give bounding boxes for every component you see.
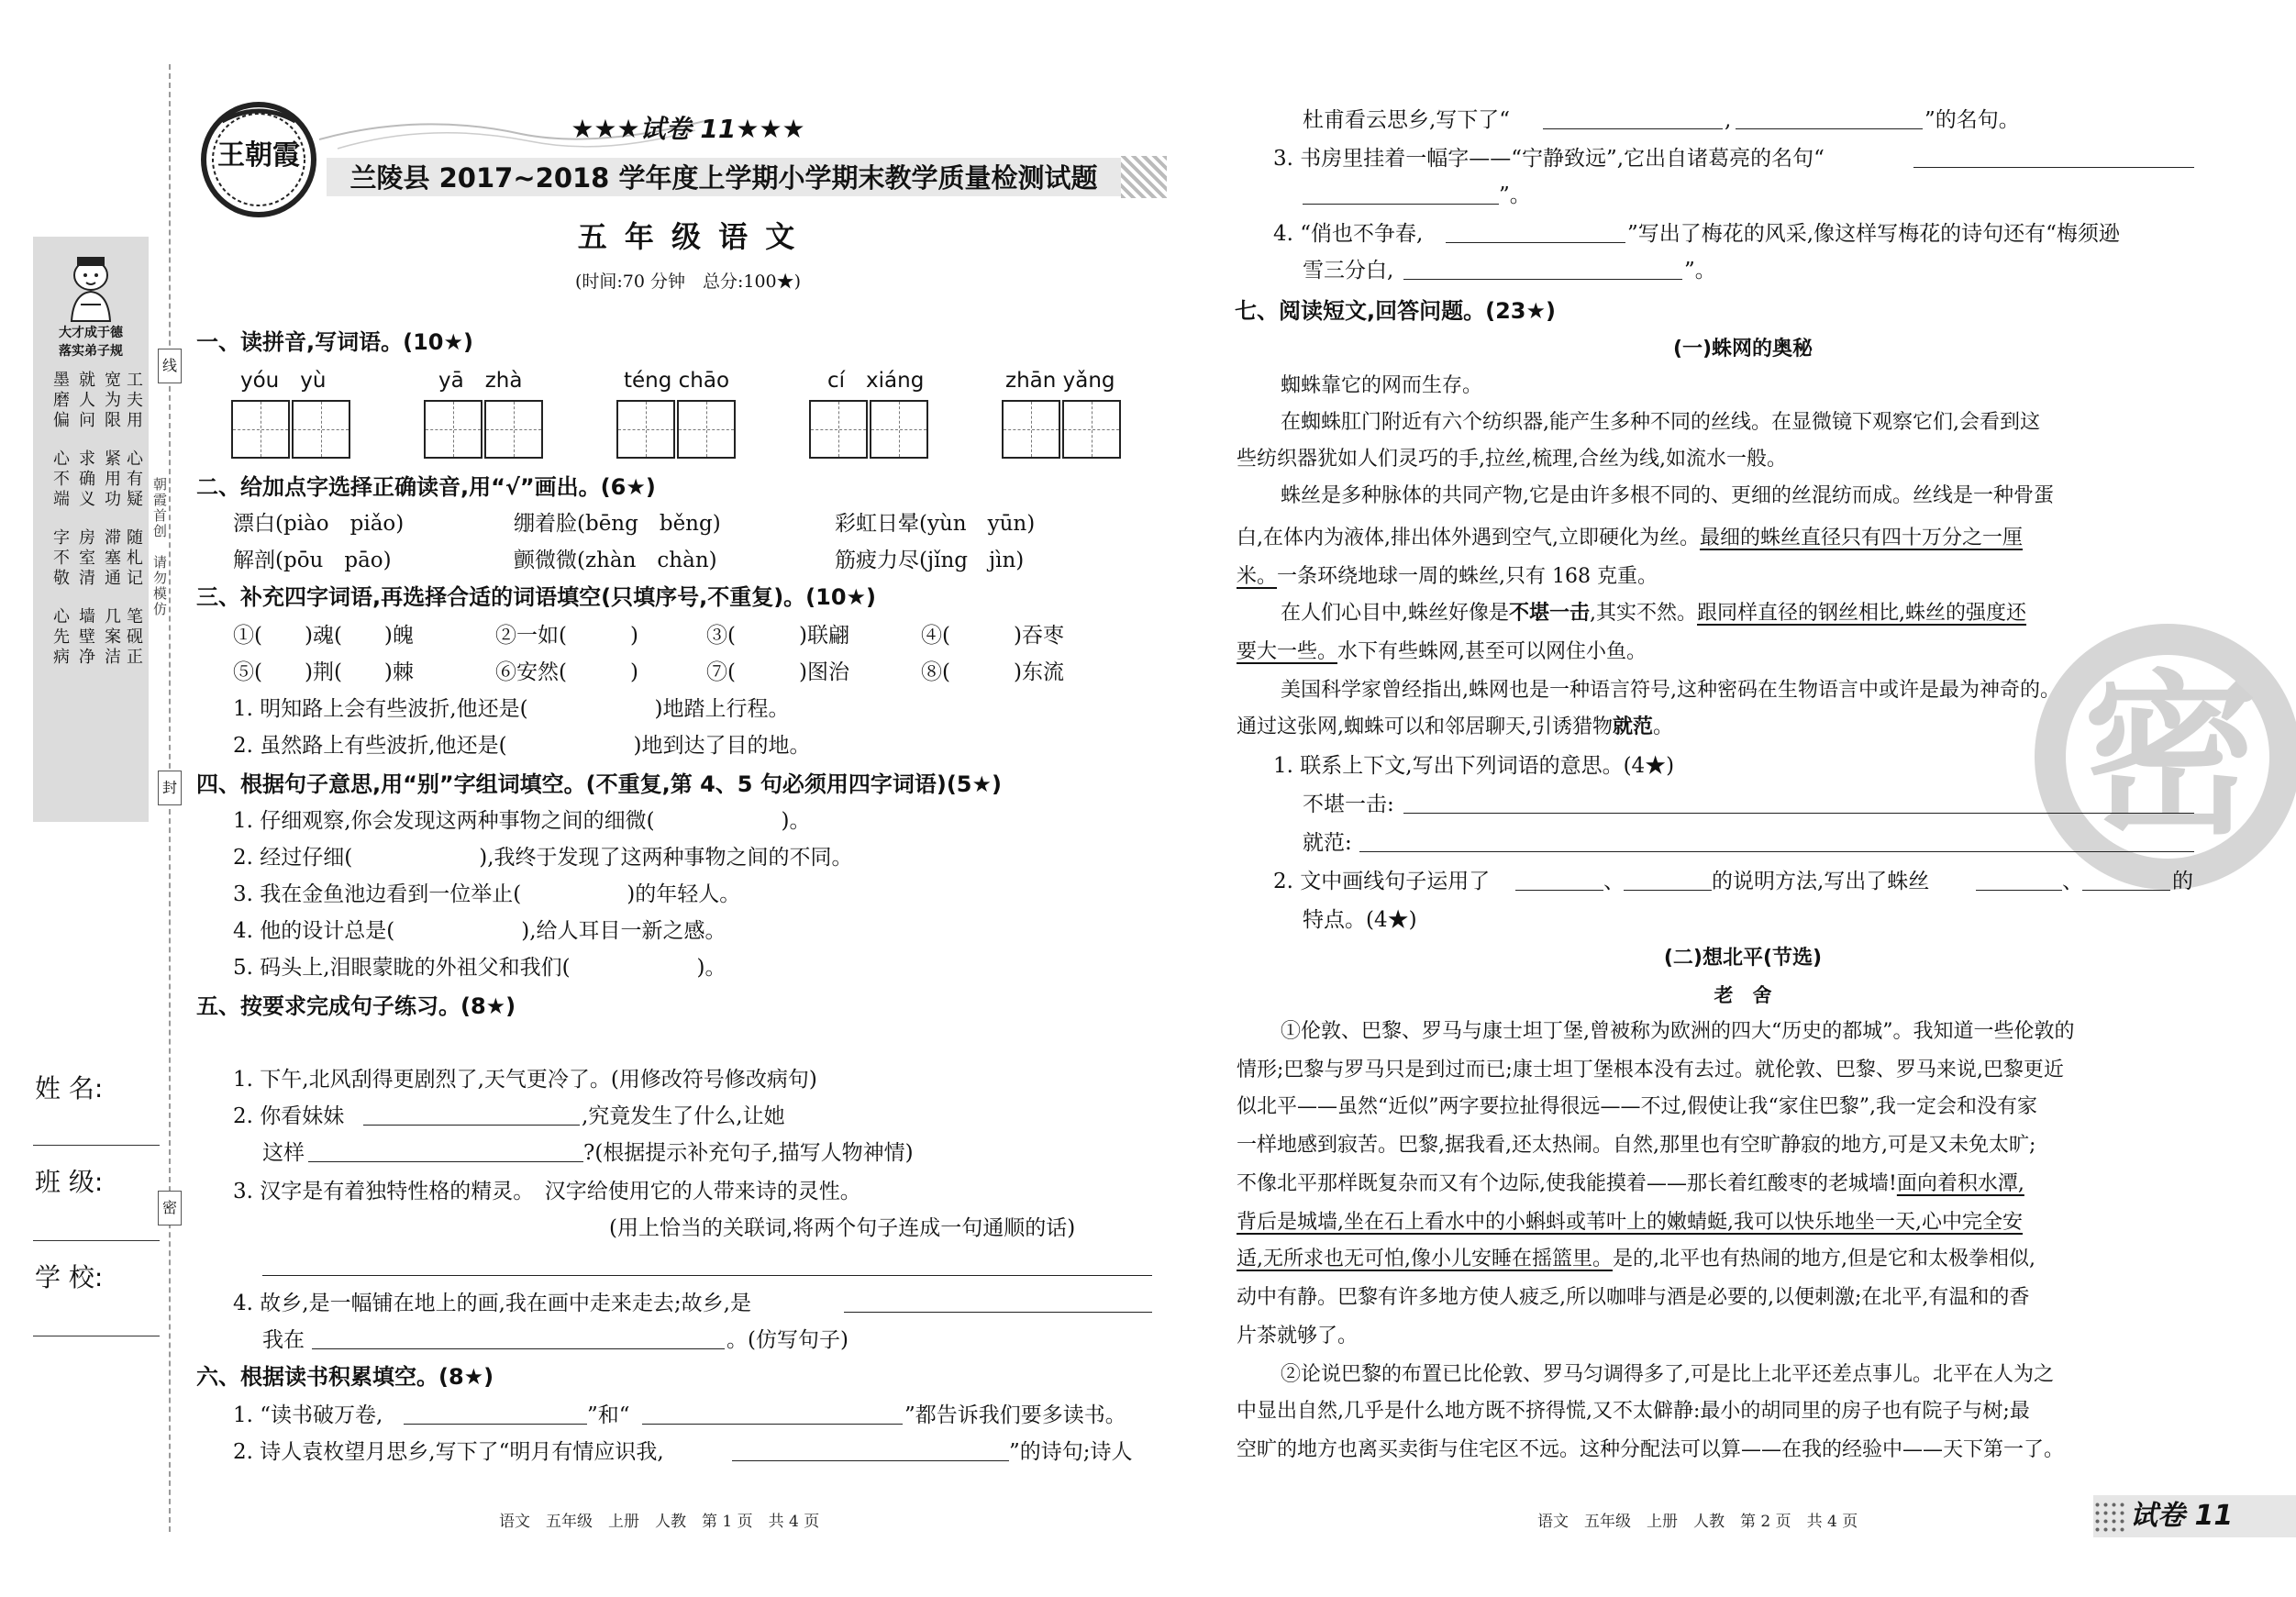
secret-stamp-text: 密 [2082,655,2257,858]
q6-item-1c: ”都告诉我们要多读书。 [904,1403,1126,1427]
passage-2-title: (二)想北平(节选) [1663,947,1823,970]
passage-1-para [1237,523,2023,554]
q6-item-4d: ”。 [1684,259,1716,283]
writing-box[interactable] [1002,400,1060,459]
q3-idiom[interactable]: ⑤( )荆( )棘 [233,660,414,684]
writing-box[interactable] [1062,400,1121,459]
writing-box[interactable] [484,400,543,459]
q4-item[interactable]: 1. 仔细观察,你会发现这两种事物之间的细微( )。 [233,809,811,833]
q5-item-4c: 。(仿写句子) [727,1328,849,1352]
answer-line[interactable] [1543,128,1723,129]
q7-question-2a: 2. 文中画线句子运用了 [1273,870,1491,893]
motto-col-d [127,371,147,668]
motto-cell: 工夫用 [127,371,143,430]
passage-2-line: 中显出自然,几乎是什么地方既不挤得慌,又不太僻静:最小的胡同里的房子也有院子与树;最 [1237,1400,2030,1423]
class-field[interactable] [33,1240,160,1241]
answer-line[interactable] [1403,813,2194,814]
motto-col-c [105,371,125,668]
answer-line[interactable] [1403,279,1682,280]
motto-cell: 求确义 [79,449,95,509]
passage-1-text: 水下有些蛛网,甚至可以网住小鱼。 [1337,640,1647,663]
q3-sentence-2[interactable]: 2. 虽然路上有些波折,他还是( )地到达了目的地。 [233,734,811,758]
time-info: (时间:70 分钟 总分:100★) [574,272,802,292]
q6-item-2c: 杜甫看云思乡,写下了“ [1303,108,1511,132]
passage-2-author: 老 舍 [1714,984,1772,1006]
q2-option[interactable]: 绷着脸(bēng běng) [514,512,721,536]
exam-title: 兰陵县 2017~2018 学年度上学期小学期末教学质量检测试题 [349,162,1098,194]
answer-line[interactable] [404,1424,587,1425]
motto-text-block [53,371,141,811]
passage-2-line: 一样地感到寂苦。巴黎,据我看,还太热闹。自然,那里也有空旷静寂的地方,可是又未免太旷; [1237,1134,2036,1157]
passage-1-line: 美国科学家曾经指出,蛛网也是一种语言符号,这种密码在生物语言中或许是最为神奇的。 [1281,679,2060,702]
q3-sentence-1[interactable]: 1. 明知路上会有些波折,他还是( )地踏上行程。 [233,697,790,721]
answer-line[interactable] [2082,890,2170,891]
q7-heading: 七、阅读短文,回答问题。(23★) [1235,298,1556,324]
passage-1-line: 蛛丝是多种脉体的共同产物,它是由许多根不同的、更细的丝混纺而成。丝线是一种骨蛋 [1281,484,2054,507]
q1-heading: 一、读拼音,写词语。(10★) [196,329,473,355]
q7-question-2c: 的说明方法,写出了蛛丝 [1712,870,1930,893]
underlined-sentence: 背后是城墙,坐在石上看水中的小蝌蚪或苇叶上的嫩蜻蜓,我可以快乐地坐一天,心中完全安 [1237,1211,2023,1234]
q5-item-3b: (用上恰当的关联词,将两个句子连成一句通顺的话) [609,1216,1076,1240]
motto-cell: 几案洁 [105,607,121,667]
underlined-sentence: 面向着积水潭, [1896,1172,2024,1195]
passage-2-line: 片茶就够了。 [1237,1325,1359,1347]
motto-cell: 房室清 [79,528,95,588]
corner-paper-label: 试卷 11 [2130,1500,2234,1532]
underlined-sentence: 适,无所求也无可怕,像小儿安睡在摇篮里。 [1237,1248,1613,1270]
writing-box[interactable] [677,400,736,459]
motto-cell: 紧用功 [105,449,121,509]
q6-item-3b: ”。 [1499,183,1531,207]
answer-line[interactable] [262,1275,1152,1276]
q7-question-2f: 特点。(4★) [1303,908,1417,932]
binding-mark-line: 线 [158,349,182,383]
q6-item-4c: 雪三分白, [1303,259,1394,283]
motto-title-1: 大才成于德 [59,326,123,340]
writing-box[interactable] [231,400,290,459]
q7-question-1: 1. 联系上下文,写出下列词语的意思。(4★) [1273,754,1675,778]
subject-title: 五 年 级 语 文 [577,219,799,254]
q6-item-4a: 4. “俏也不争春, [1273,222,1424,246]
motto-cell: 心不端 [53,449,70,509]
passage-2-para [1237,1244,2035,1275]
q4-heading: 四、根据句子意思,用“别”字组词填空。(不重复,第 4、5 句必须用四字词语)(5★) [196,771,1002,797]
name-label: 姓 名: [35,1073,104,1103]
motto-cell: 就人问 [79,371,95,430]
underlined-sentence: 要大一些。 [1237,640,1338,663]
class-label: 班 级: [35,1167,104,1197]
q2-option[interactable]: 颤微微(zhàn chàn) [514,549,717,572]
q5-heading: 五、按要求完成句子练习。(8★) [196,993,516,1019]
q3-idiom[interactable]: ⑧( )东流 [921,660,1064,684]
q2-option[interactable]: 解剖(pōu pāo) [233,549,392,572]
pinyin-2: yā zhà [438,369,523,393]
answer-line[interactable] [1515,890,1603,891]
answer-line[interactable] [1446,242,1625,243]
q5-item-2d: ?(根据提示补充句子,描写人物神情) [583,1141,914,1165]
passage-1-text: 一条环绕地球一周的蛛丝,只有 168 克重。 [1277,565,1658,588]
motto-cell: 笔砚正 [127,607,143,667]
passage-1-text: 通过这张网,蜘蛛可以和邻居聊天,引诱猎物 [1237,715,1613,738]
pinyin-5: zhān yǎng [1005,369,1115,393]
passage-1-text: 白,在体内为液体,排出体外遇到空气,立即硬化为丝。 [1237,527,1700,549]
pinyin-4: cí xiáng [827,369,925,393]
dotted-term: 不堪一击 [1509,602,1591,625]
name-field[interactable] [33,1145,160,1146]
q6-item-2e: ”的名句。 [1924,108,2020,132]
answer-line[interactable] [1303,204,1499,205]
passage-1-text: 在人们心目中,蛛丝好像是 [1281,602,1509,625]
q7-term-1: 不堪一击: [1303,793,1394,816]
passage-1-para [1237,712,1673,743]
motto-cell: 字不敬 [53,528,70,588]
writing-box[interactable] [292,400,350,459]
q2-option[interactable]: 筋疲力尽(jǐng jìn) [835,549,1025,572]
answer-line[interactable] [1913,167,2194,168]
passage-2-text: 不像北平那样既复杂而又有个边际,使我能摸着——那长着红酸枣的老城墙! [1237,1172,1897,1195]
motto-cell: 墨磨偏 [53,371,70,430]
answer-line[interactable] [642,1424,903,1425]
copyright-vertical-note: 朝霞首创 请勿模仿 [151,477,168,617]
q7-question-2d: 、 [2062,870,2083,893]
passage-2-text: 是的,北平也有热闹的地方,但是它和太极拳相似, [1613,1248,2035,1270]
motto-cell: 宽为限 [105,371,121,430]
q3-idiom[interactable]: ③( )联翩 [706,624,849,648]
pinyin-1: yóu yù [240,369,327,393]
q2-heading: 二、给加点字选择正确读音,用“√”画出。(6★) [196,474,656,500]
q6-item-3a: 3. 书房里挂着一幅字——“宁静致远”,它出自诸葛亮的名句“ [1273,147,1825,171]
q3-idiom[interactable]: ⑥安然( ) [495,660,638,684]
paper-label: ★★★试卷 11★★★ [571,114,805,144]
writing-box[interactable] [870,400,928,459]
passage-1-text: ,其实不然。 [1590,602,1698,625]
answer-line[interactable] [732,1460,1009,1461]
answer-line[interactable] [1359,851,2194,852]
motto-title-2: 落实弟子规 [59,344,123,359]
q5-item-4a: 4. 故乡,是一幅铺在地上的画,我在画中走来走去;故乡,是 [233,1292,751,1315]
passage-1-para [1237,637,1647,668]
passage-2-para [1237,1169,2024,1200]
q5-item-2c: 这样 [262,1141,305,1165]
q7-question-2e: 的 [2172,870,2193,893]
q4-item[interactable]: 2. 经过仔细( ),我终于发现了这两种事物之间的不同。 [233,846,853,870]
scholar-figure-icon [61,250,121,323]
q6-item-4b: ”写出了梅花的风采,像这样写梅花的诗句还有“梅须逊 [1627,222,2120,246]
motto-cell: 心有疑 [127,449,143,509]
q3-idiom[interactable]: ⑦( )图治 [706,660,849,684]
q3-idiom[interactable]: ④( )吞枣 [921,624,1064,648]
q5-item-1: 1. 下午,北风刮得更剧烈了,天气更冷了。(用修改符号修改病句) [233,1068,817,1092]
passage-2-line: 动中有静。巴黎有许多地方使人疲乏,所以咖啡与酒是必要的,以便刺激;在北平,有温和的香 [1237,1286,2030,1309]
answer-line[interactable] [308,1161,583,1162]
school-label: 学 校: [35,1262,104,1292]
writing-box[interactable] [616,400,675,459]
passage-2-line: 似北平——虽然“近似”两字要拉扯得很远——不过,假使让我“家住巴黎”,我一定会和没有家 [1237,1095,2037,1118]
answer-line[interactable] [1976,890,2062,891]
q4-item[interactable]: 3. 我在金鱼池边看到一位举止( )的年轻人。 [233,882,741,906]
q2-option[interactable]: 漂白(piào piǎo) [233,512,405,536]
corner-dots [2093,1501,2126,1532]
q5-item-2b: ,究竟发生了什么,让她 [582,1104,785,1128]
writing-box[interactable] [424,400,482,459]
passage-1-text: 。 [1653,715,1674,738]
motto-cell: 随札记 [127,528,143,588]
q3-heading: 三、补充四字词语,再选择合适的词语填空(只填序号,不重复)。(10★) [196,584,877,610]
motto-cell: 心先病 [53,607,70,667]
answer-line[interactable] [1624,890,1712,891]
q5-item-3a: 3. 汉字是有着独特性格的精灵。 汉字给使用它的人带来诗的灵性。 [233,1180,861,1203]
underlined-sentence: 最细的蛛丝直径只有四十万分之一厘 [1699,527,2023,549]
passage-2-line: ②论说巴黎的布置已比伦敦、罗马匀调得多了,可是比上北平还差点事儿。北平在人为之 [1281,1363,2054,1386]
passage-2-para [1237,1207,2023,1238]
passage-1-line: 在蜘蛛肛门附近有六个纺织器,能产生多种不同的丝线。在显微镜下观察它们,会看到这 [1281,411,2040,434]
answer-line[interactable] [363,1125,580,1126]
page-footer-left: 语文 五年级 上册 人教 第 1 页 共 4 页 [499,1513,820,1531]
q7-term-2: 就范: [1303,831,1352,855]
q6-item-2a: 2. 诗人袁枚望月思乡,写下了“明月有情应识我, [233,1440,664,1464]
passage-1-line: 些纺织器犹如人们灵巧的手,拉丝,梳理,合丝为线,如流水一般。 [1237,448,1787,471]
underlined-sentence: 跟同样直径的钢丝相比,蛛丝的强度还 [1697,602,2027,625]
q3-idiom[interactable]: ①( )魂( )魄 [233,624,414,648]
title-band-dots [1121,156,1167,198]
q3-idiom[interactable]: ②一如( ) [495,624,638,648]
answer-line[interactable] [1736,128,1923,129]
pinyin-3: téng chāo [624,369,730,393]
q4-item[interactable]: 4. 他的设计总是( ),给人耳目一新之感。 [233,919,727,943]
passage-2-line: 情形;巴黎与罗马只是到过而已;康士坦丁堡根本没有去过。就伦敦、巴黎、罗马来说,巴黎更近 [1237,1059,2064,1081]
q5-item-2a: 2. 你看妹妹 [233,1104,345,1128]
motto-cell: 墙壁净 [79,607,95,667]
answer-line[interactable] [312,1348,725,1349]
passage-1-para [1281,598,2026,629]
brand-logo-text: 王朝霞 [217,139,300,172]
passage-2-line: 空旷的地方也离买卖街与住宅区不远。这种分配法可以算——在我的经验中——天下第一了。 [1237,1438,2065,1461]
binding-mark-seal: 封 [158,771,182,805]
q7-question-2b: 、 [1603,870,1625,893]
passage-1-title: (一)蛛网的奥秘 [1672,338,1814,360]
passage-2-line: ①伦敦、巴黎、罗马与康士坦丁堡,曾被称为欧洲的四大“历史的都城”。我知道一些伦敦的 [1281,1020,2075,1043]
binding-mark-secret: 密 [158,1191,182,1225]
q6-heading: 六、根据读书积累填空。(8★) [196,1364,494,1390]
page-footer-right: 语文 五年级 上册 人教 第 2 页 共 4 页 [1537,1513,1858,1531]
q5-item-4b: 我在 [262,1328,305,1352]
q6-item-1b: ”和“ [587,1403,630,1427]
q6-item-2b: ”的诗句;诗人 [1009,1440,1133,1464]
passage-1-para [1237,561,1658,593]
answer-line[interactable] [844,1312,1152,1313]
q2-option[interactable]: 彩虹日晕(yùn yūn) [835,512,1036,536]
dotted-term: 就范 [1613,715,1654,738]
q6-item-2d: , [1725,108,1732,132]
underlined-sentence: 米。 [1237,565,1278,588]
writing-box[interactable] [809,400,868,459]
motto-col-b [79,371,99,668]
q6-item-1a: 1. “读书破万卷, [233,1403,383,1427]
passage-1-line: 蜘蛛靠它的网而生存。 [1281,374,1483,397]
motto-col-a [53,371,73,668]
q4-item[interactable]: 5. 码头上,泪眼蒙眬的外祖父和我们( )。 [233,956,727,980]
motto-cell: 滞塞通 [105,528,121,588]
